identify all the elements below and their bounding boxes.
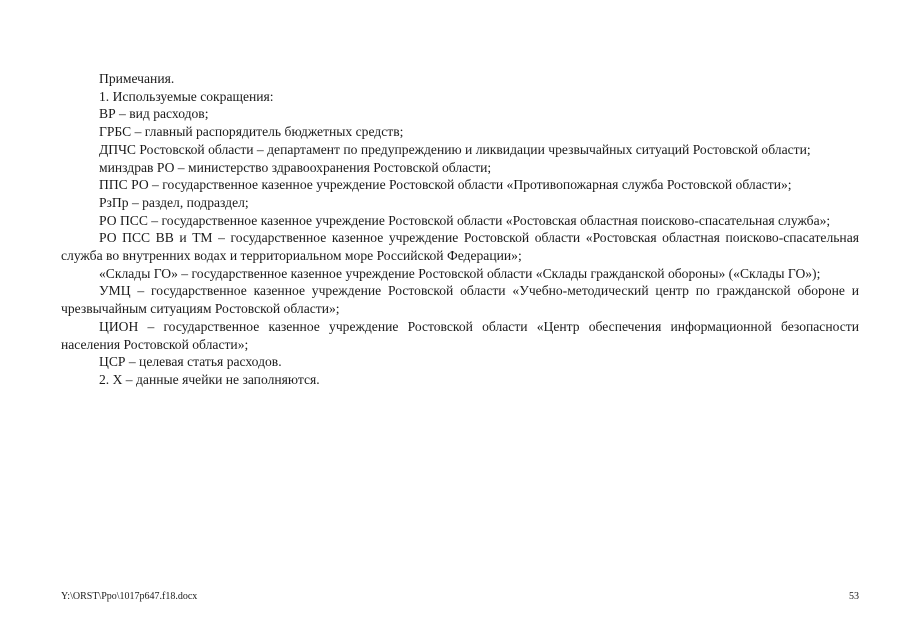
abbreviation-item: ППС РО – государственное казенное учреждение Ростовской области «Противопожарная служба Ростовской области»; bbox=[99, 177, 792, 193]
notes-section bbox=[61, 70, 859, 389]
abbreviation-item: ЦИОН – государственное казенное учреждение Ростовской области «Центр обеспечения информационной безопасности населения Ростовской области»; bbox=[61, 318, 859, 352]
notes-heading: Примечания. bbox=[99, 71, 175, 86]
footer-file-path: Y:\ORST\Ppo\1017p647.f18.docx bbox=[61, 591, 198, 602]
abbreviation-item: РО ПСС ВВ и ТМ – государственное казенное учреждение Ростовской области «Ростовская областная поисково-спасательная служба во внутренних водах и территориальном море Российской Федерации»; bbox=[61, 230, 859, 264]
abbreviation-item: минздрав РО – министерство здравоохранения Ростовской области; bbox=[99, 159, 492, 175]
note-item: 2. Х – данные ячейки не заполняются. bbox=[99, 371, 320, 387]
abbreviation-item: УМЦ – государственное казенное учреждение Ростовской области «Учебно-методический центр по гражданской обороне и чрезвычайным ситуациям Ростовской области»; bbox=[61, 283, 859, 317]
abbreviation-item: ВР – вид расходов; bbox=[99, 106, 209, 122]
abbreviation-item: ДПЧС Ростовской области – департамент по предупреждению и ликвидации чрезвычайных ситуаций Ростовской области; bbox=[99, 141, 811, 157]
footer-page-number: 53 bbox=[849, 591, 859, 602]
abbreviation-item: ЦСР – целевая статья расходов. bbox=[99, 354, 282, 370]
abbreviation-item: ГРБС – главный распорядитель бюджетных средств; bbox=[99, 124, 404, 140]
abbreviations-heading: 1. Используемые сокращения: bbox=[99, 88, 274, 104]
abbreviation-item: РО ПСС – государственное казенное учреждение Ростовской области «Ростовская областная поисково-спасательная служба»; bbox=[99, 212, 831, 228]
abbreviation-item: РзПр – раздел, подраздел; bbox=[99, 194, 249, 210]
abbreviation-item: «Склады ГО» – государственное казенное учреждение Ростовской области «Склады гражданской обороны» («Склады ГО»); bbox=[99, 265, 821, 281]
